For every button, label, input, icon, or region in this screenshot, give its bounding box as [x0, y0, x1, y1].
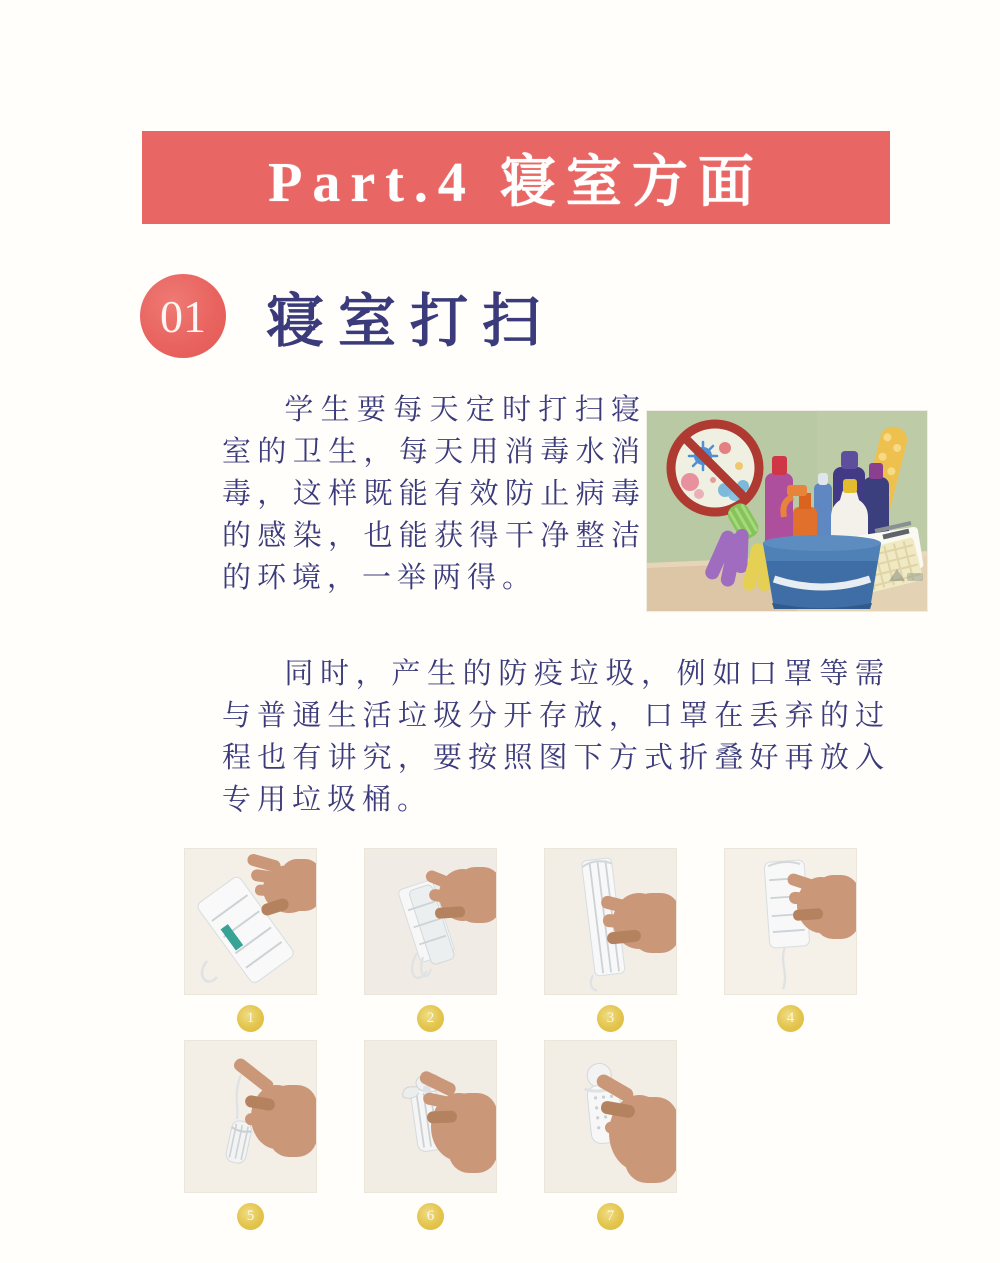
- cleaning-bucket: [763, 535, 881, 609]
- section-number: 01: [160, 290, 206, 342]
- mask-step-photo-3: [544, 848, 677, 995]
- mask-step-1: [184, 848, 317, 1032]
- section-header: [140, 274, 554, 358]
- step-number-badge: 5: [237, 1203, 264, 1230]
- mask-step-photo-1: [184, 848, 317, 995]
- mask-step-photo-6: [364, 1040, 497, 1193]
- mask-step-3: [544, 848, 677, 1032]
- step-number-badge: 3: [597, 1005, 624, 1032]
- mask-step-7: [544, 1040, 677, 1230]
- step-number-badge: 2: [417, 1005, 444, 1032]
- mask-step-2: [364, 848, 497, 1032]
- paragraph-dorm-cleaning: 学生要每天定时打扫寝室的卫生，每天用消毒水消毒，这样既能有效防止病毒的感染，也能获得干净整洁的环境，一举两得。: [222, 392, 646, 594]
- mask-step-5: [184, 1040, 317, 1230]
- mask-step-photo-7: [544, 1040, 677, 1193]
- step-number-badge: 6: [417, 1203, 444, 1230]
- mask-step-photo-4: [724, 848, 857, 995]
- step-number-badge: 4: [777, 1005, 804, 1032]
- mask-folding-steps: [184, 848, 864, 1230]
- section-number-badge: [140, 274, 226, 358]
- paragraph-mask-disposal: 同时，产生的防疫垃圾，例如口罩等需与普通生活垃圾分开存放，口罩在丢弃的过程也有讲究，要按照图下方式折叠好再放入专用垃圾桶。: [222, 656, 890, 816]
- cleaning-supplies-illustration: [647, 411, 928, 612]
- content-row: [222, 388, 928, 612]
- mask-step-photo-5: [184, 1040, 317, 1193]
- step-number-badge: 1: [237, 1005, 264, 1032]
- ear-loop: [783, 947, 785, 989]
- mask-step-photo-2: [364, 848, 497, 995]
- no-virus-sign-icon: [671, 424, 759, 512]
- step-number-badge: 7: [597, 1203, 624, 1230]
- cleaning-supplies-photo: [646, 410, 928, 612]
- part-banner: [142, 131, 890, 224]
- mask-step-4: [724, 848, 857, 1032]
- mask-step-6: [364, 1040, 497, 1230]
- part-banner-title: Part.4 寝室方面: [268, 151, 764, 214]
- section-title: 寝室打扫: [266, 287, 555, 355]
